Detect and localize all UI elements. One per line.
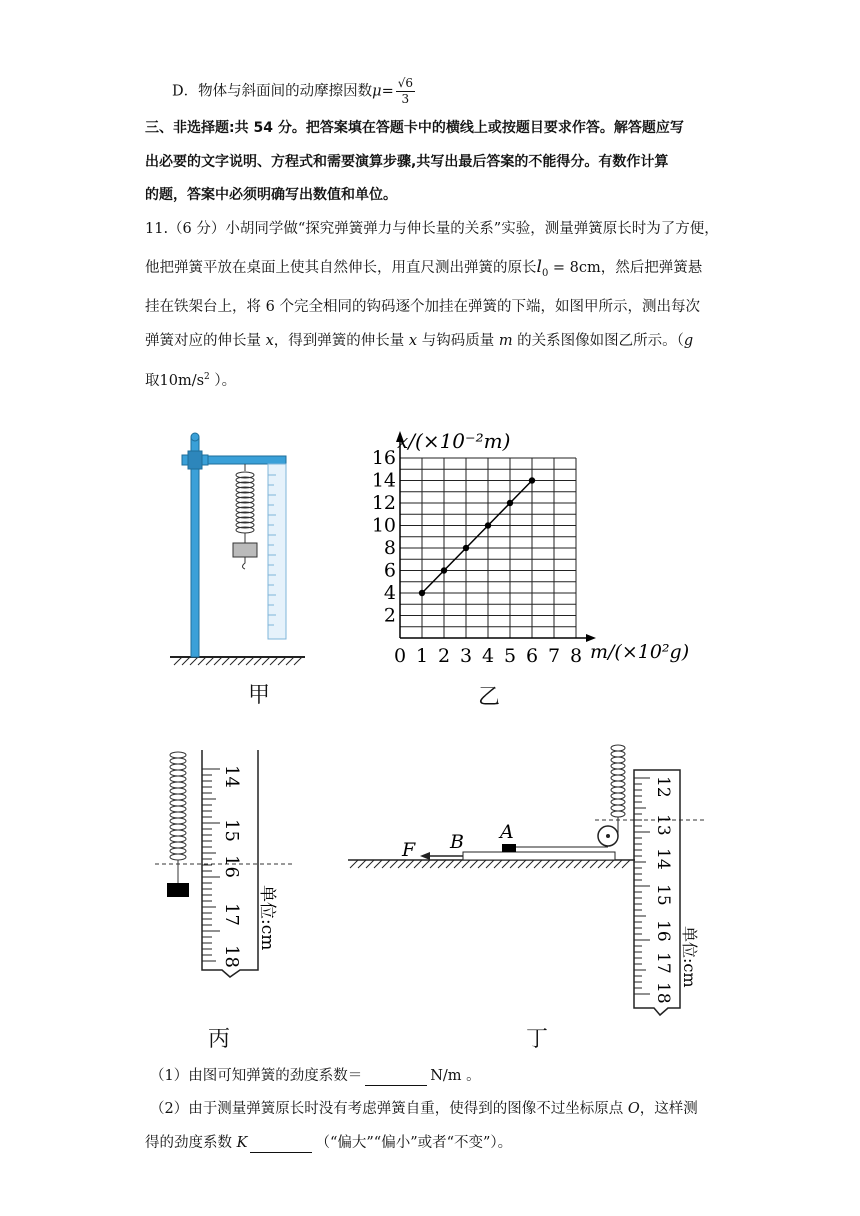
l0-var: l <box>536 257 542 277</box>
chart-x-tick-label: 1 <box>416 645 429 667</box>
chart-y-tick-label: 2 <box>383 604 396 627</box>
sub1-answer-blank[interactable] <box>365 1071 427 1086</box>
ruler-bing-tick-15: 15 <box>221 819 242 842</box>
fraction-numerator: √6 <box>397 76 413 90</box>
chart-x-tick-label: 6 <box>526 645 539 667</box>
l0-sub: 0 <box>541 267 549 279</box>
caption-jia: 甲 <box>248 683 271 708</box>
label-a: A <box>500 821 514 843</box>
chart-x-tick-label: 7 <box>548 645 561 667</box>
q11-line5-a: 取 <box>145 372 160 389</box>
ruler-ding-tick-17: 17 <box>653 952 673 974</box>
q11-line4 <box>145 331 693 351</box>
sub2-answer-blank[interactable] <box>250 1138 312 1153</box>
equals: = <box>381 83 394 100</box>
ruler-bing-tick-18: 18 <box>221 945 242 968</box>
chart-x-tick-label: 8 <box>570 645 583 667</box>
chart-data-point <box>507 500 513 506</box>
chart-x-tick-label: 3 <box>460 645 473 667</box>
chart-data-point <box>485 522 491 528</box>
ruler-ding-unit: 单位:cm <box>680 926 699 988</box>
q11-line4-d: 的关系图像如图乙所示。（ <box>512 333 684 349</box>
ruler-bing-unit: 单位:cm <box>257 885 277 951</box>
sub1-suffix: N/m 。 <box>430 1068 481 1084</box>
fraction <box>396 76 415 107</box>
sub2-line2 <box>145 1133 512 1153</box>
section3-line1: 三、非选择题:共 54 分。把答案填在答题卡中的横线上或按题目要求作答。解答题应写 <box>145 120 684 136</box>
g-value-sup: 2 <box>204 372 210 382</box>
chart-y-tick-label: 6 <box>383 559 396 582</box>
ruler-ding-tick-16: 16 <box>653 920 673 942</box>
chart-x-tick-label: 5 <box>504 645 517 667</box>
caption-bing: 丙 <box>208 1027 231 1052</box>
q11-line5-b: ）。 <box>209 372 237 389</box>
ruler-ding-tick-15: 15 <box>653 884 673 906</box>
q11-line4-c: 与钩码质量 <box>417 333 499 349</box>
chart-data-point <box>419 590 425 596</box>
sub2-line1-b: ，这样测 <box>639 1101 698 1117</box>
g-value: 10m/s <box>159 372 205 389</box>
q11-line5 <box>145 367 236 391</box>
section3-line2: 出必要的文字说明、方程式和需要演算步骤,共写出最后答案的不能得分。有数作计算 <box>145 154 669 170</box>
m-var: m <box>498 333 513 349</box>
section3-line3: 的题，答案中必须明确写出数值和单位。 <box>145 187 397 203</box>
origin-o: O <box>627 1101 640 1117</box>
caption-ding: 丁 <box>526 1027 549 1052</box>
chart-y-tick-label: 16 <box>371 447 396 469</box>
chart-x-tick-label: 0 <box>394 645 407 667</box>
x-var: x <box>265 333 274 349</box>
q11-line2 <box>145 257 702 284</box>
figure-ding <box>340 740 710 1020</box>
q11-line1: 11.（6 分）小胡同学做“探究弹簧弹力与伸长量的关系”实验，测量弹簧原长时为了方便， <box>145 221 719 237</box>
mu-symbol: μ <box>372 83 382 100</box>
sub1-prefix: （1）由图可知弹簧的劲度系数＝ <box>150 1068 363 1084</box>
fraction-denominator: 3 <box>401 92 410 106</box>
sub2-line2-a: 得的劲度系数 <box>145 1135 237 1151</box>
ruler-bing-tick-16: 16 <box>221 855 242 878</box>
chart-data-point <box>463 545 469 551</box>
sub2-line1 <box>150 1099 698 1119</box>
figure-yi-chart <box>360 428 700 678</box>
ruler-ding-tick-14: 14 <box>653 848 673 870</box>
caption-yi: 乙 <box>478 685 501 710</box>
chart-y-tick-label: 10 <box>371 514 396 537</box>
chart-x-tick-label: 2 <box>438 645 451 667</box>
chart-ylabel: x/(×10⁻²m) <box>397 429 511 453</box>
figure-jia <box>160 425 320 675</box>
option-d-text: D．物体与斜面间的动摩擦因数 <box>172 83 373 100</box>
x-var-2: x <box>408 333 418 349</box>
ruler-ding-tick-18: 18 <box>653 982 673 1004</box>
chart-y-tick-label: 8 <box>383 537 396 559</box>
sub2-line2-b: （“偏大”“偏小”或者“不变”）。 <box>315 1135 513 1151</box>
chart-data-point <box>441 567 447 573</box>
chart-y-tick-label: 12 <box>371 492 396 514</box>
ruler-ding-tick-12: 12 <box>653 776 673 798</box>
k-var: K <box>236 1135 248 1151</box>
option-d <box>172 76 415 107</box>
q11-line2-b: ，然后把弹簧悬 <box>600 260 703 276</box>
q11-line4-b: ，得到弹簧的伸长量 <box>273 333 409 349</box>
label-b: B <box>450 831 464 853</box>
q11-line3: 挂在铁架台上，将 6 个完全相同的钩码逐个加挂在弹簧的下端，如图甲所示，测出每次 <box>145 299 700 315</box>
g-var: g <box>683 333 694 349</box>
ruler-bing-tick-14: 14 <box>221 765 242 788</box>
chart-y-tick-label: 4 <box>383 582 396 604</box>
sub2-line1-a: （2）由于测量弹簧原长时没有考虑弹簧自重，使得到的图像不过坐标原点 <box>150 1101 628 1117</box>
sub1 <box>150 1066 481 1086</box>
chart-y-tick-label: 14 <box>371 469 396 492</box>
label-f: F <box>402 839 416 861</box>
chart-data-point <box>529 477 535 483</box>
chart-x-tick-label: 4 <box>482 645 495 667</box>
q11-line4-a: 弹簧对应的伸长量 <box>145 333 266 349</box>
ruler-ding-tick-13: 13 <box>653 814 673 836</box>
l0-value: = 8cm <box>548 260 601 276</box>
figure-bing <box>150 745 300 995</box>
q11-line2-a: 他把弹簧平放在桌面上使其自然伸长，用直尺测出弹簧的原长 <box>145 260 537 276</box>
ruler-bing-tick-17: 17 <box>221 903 242 926</box>
chart-xlabel: m/(×10²g) <box>590 641 690 663</box>
